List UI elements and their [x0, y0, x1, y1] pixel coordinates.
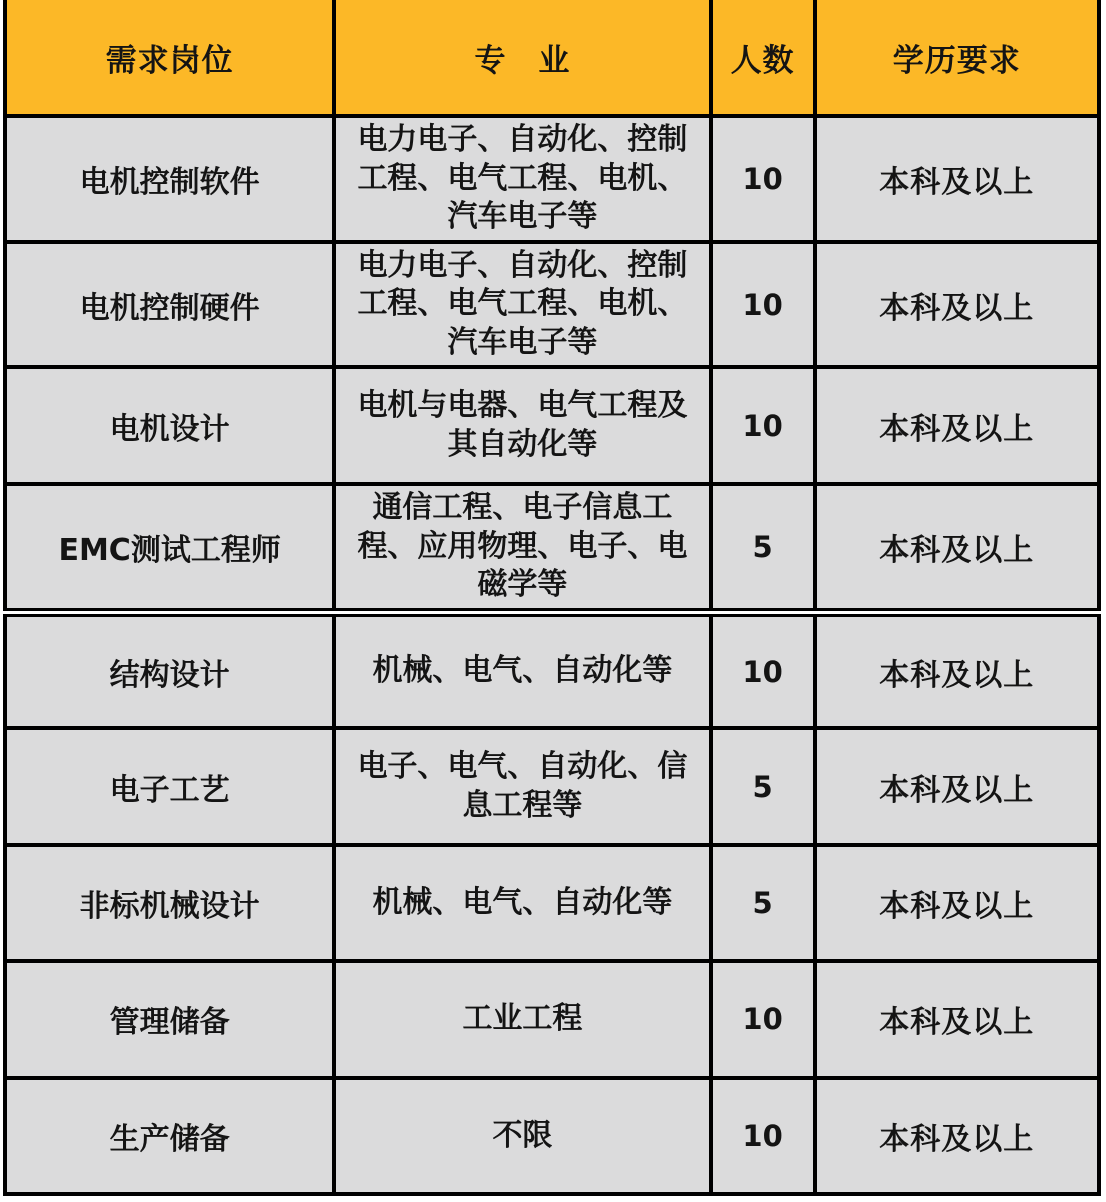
table-row: [5, 242, 1099, 368]
cell-count: 10: [711, 116, 815, 242]
table-row: [5, 961, 1099, 1077]
cell-count: 5: [711, 728, 815, 844]
cell-education: 本科及以上: [815, 367, 1099, 483]
cell-position: 非标机械设计: [5, 845, 334, 961]
cell-major: 不限: [334, 1078, 710, 1194]
cell-count: 10: [711, 961, 815, 1077]
cell-count: 10: [711, 242, 815, 368]
cell-education: 本科及以上: [815, 1078, 1099, 1194]
cell-count: 5: [711, 845, 815, 961]
cell-position: 生产储备: [5, 1078, 334, 1194]
cell-education: 本科及以上: [815, 242, 1099, 368]
cell-education: 本科及以上: [815, 961, 1099, 1077]
cell-education: 本科及以上: [815, 612, 1099, 728]
cell-major: 机械、电气、自动化等: [334, 845, 710, 961]
cell-education: 本科及以上: [815, 728, 1099, 844]
cell-position: 电机设计: [5, 367, 334, 483]
cell-position: 电机控制硬件: [5, 242, 334, 368]
cell-major: 通信工程、电子信息工程、应用物理、电子、电磁学等: [334, 484, 710, 612]
column-header-major: 专 业: [334, 0, 710, 116]
column-header-position: 需求岗位: [5, 0, 334, 116]
table-row: [5, 845, 1099, 961]
cell-major: 电力电子、自动化、控制工程、电气工程、电机、汽车电子等: [334, 242, 710, 368]
recruitment-table: [3, 0, 1101, 1196]
table-row: [5, 484, 1099, 612]
cell-position: EMC测试工程师: [5, 484, 334, 612]
header-row: [5, 0, 1099, 116]
cell-position: 管理储备: [5, 961, 334, 1077]
cell-count: 10: [711, 367, 815, 483]
table-row: [5, 1078, 1099, 1194]
cell-education: 本科及以上: [815, 845, 1099, 961]
cell-position: 电子工艺: [5, 728, 334, 844]
table-row: [5, 367, 1099, 483]
cell-education: 本科及以上: [815, 116, 1099, 242]
cell-count: 5: [711, 484, 815, 612]
cell-major: 工业工程: [334, 961, 710, 1077]
column-header-count: 人数: [711, 0, 815, 116]
table-row: [5, 612, 1099, 728]
cell-count: 10: [711, 1078, 815, 1194]
cell-count: 10: [711, 612, 815, 728]
cell-major: 电力电子、自动化、控制工程、电气工程、电机、汽车电子等: [334, 116, 710, 242]
cell-education: 本科及以上: [815, 484, 1099, 612]
cell-major: 机械、电气、自动化等: [334, 612, 710, 728]
cell-position: 电机控制软件: [5, 116, 334, 242]
cell-major: 电机与电器、电气工程及其自动化等: [334, 367, 710, 483]
column-header-education: 学历要求: [815, 0, 1099, 116]
cell-major: 电子、电气、自动化、信息工程等: [334, 728, 710, 844]
table-row: [5, 728, 1099, 844]
table-row: [5, 116, 1099, 242]
cell-position: 结构设计: [5, 612, 334, 728]
